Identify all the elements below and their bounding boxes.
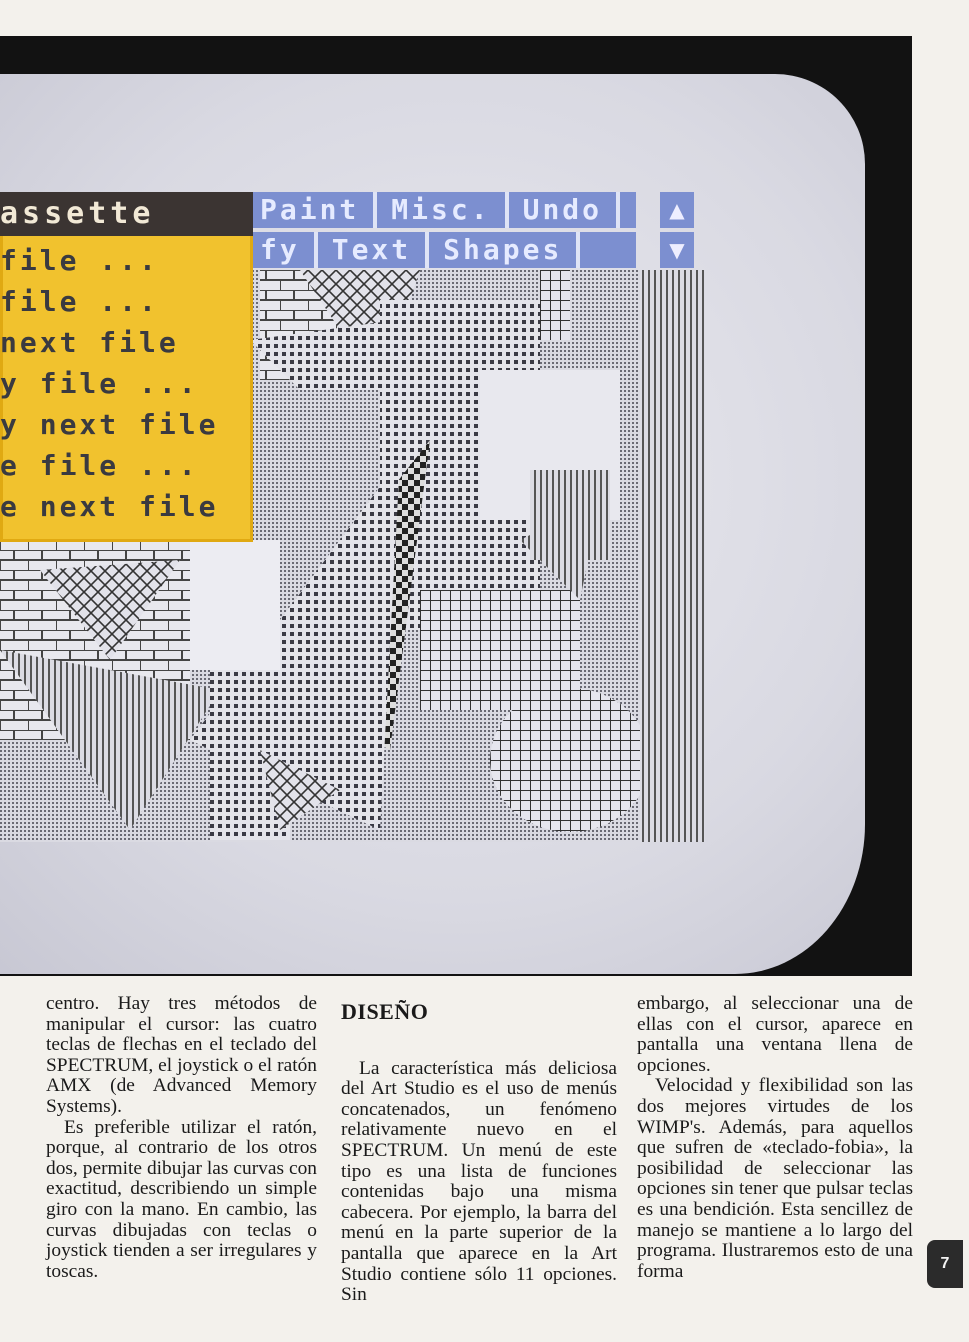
- menu-undo[interactable]: Undo: [509, 192, 620, 228]
- paragraph: embargo, al seleccionar una de ellas con el cursor, aparece en pantalla una ventana llena de opciones.: [637, 993, 913, 1076]
- dropdown-item[interactable]: e next file: [0, 490, 219, 523]
- section-heading: DISEÑO: [341, 999, 429, 1024]
- screen-photo: [0, 36, 912, 976]
- article-column-1: [46, 994, 317, 1282]
- menu-paint[interactable]: Paint: [246, 192, 377, 228]
- article-column-3: [637, 994, 913, 1282]
- paragraph: Velocidad y flexibilidad son las dos mejores virtudes de los WIMP's. Además, para aquellos que sufren de «teclado-fobia», la posibilidad de seleccionar las opciones sin tener que pulsar teclas es una bendición. Esta sencillez de manejo se mantiene a lo largo del programa. Ilustraremos esto de una forma: [637, 1075, 913, 1282]
- page-number: 7: [927, 1240, 963, 1288]
- dropdown-item[interactable]: e file ...: [0, 449, 199, 482]
- scroll-down-icon[interactable]: ▼: [660, 232, 694, 268]
- dropdown-item[interactable]: y next file: [0, 408, 219, 441]
- menu-bar-row1: [246, 192, 636, 228]
- menu-magnify[interactable]: fy: [246, 232, 318, 268]
- monitor-screen: [0, 74, 865, 974]
- paragraph: Es preferible utilizar el ratón, porque, al contrario de los otros dos, permite dibujar las curvas con exactitud, describiendo un simple giro con la mano. En cambio, las curvas dibujadas con teclas o joystick tienden a ser irregulares y toscas.: [46, 1116, 317, 1282]
- menu-text[interactable]: Text: [318, 232, 429, 268]
- dropdown-items: [0, 240, 253, 527]
- dropdown-item[interactable]: next file: [0, 326, 179, 359]
- cassette-dropdown-menu: [0, 192, 253, 542]
- paragraph: centro. Hay tres métodos de manipular el cursor: las cuatro teclas de flechas en el teclado del SPECTRUM, el joystick o el ratón AMX (de Advanced Memory Systems).: [46, 993, 317, 1117]
- scroll-up-icon[interactable]: ▲: [660, 192, 694, 228]
- dropdown-title[interactable]: assette: [0, 192, 253, 236]
- menu-misc[interactable]: Misc.: [377, 192, 508, 228]
- dropdown-item[interactable]: file ...: [0, 285, 159, 318]
- dropdown-item[interactable]: y file ...: [0, 367, 199, 400]
- dropdown-item[interactable]: file ...: [0, 244, 159, 277]
- article-column-2: [341, 994, 617, 1306]
- menu-shapes[interactable]: Shapes: [429, 232, 580, 268]
- paragraph: La característica más deliciosa del Art Studio es el uso de menús concatenados, un fenómeno relativamente nuevo en el SPECTRUM. Un menú de este tipo es una lista de funciones contenidas bajo una misma cabecera. Por ejemplo, la barra del menú en la parte superior de la pantalla que aparece en la Art Studio contiene sólo 11 opciones. Sin: [341, 1057, 617, 1306]
- menu-bar-row2: [246, 232, 636, 268]
